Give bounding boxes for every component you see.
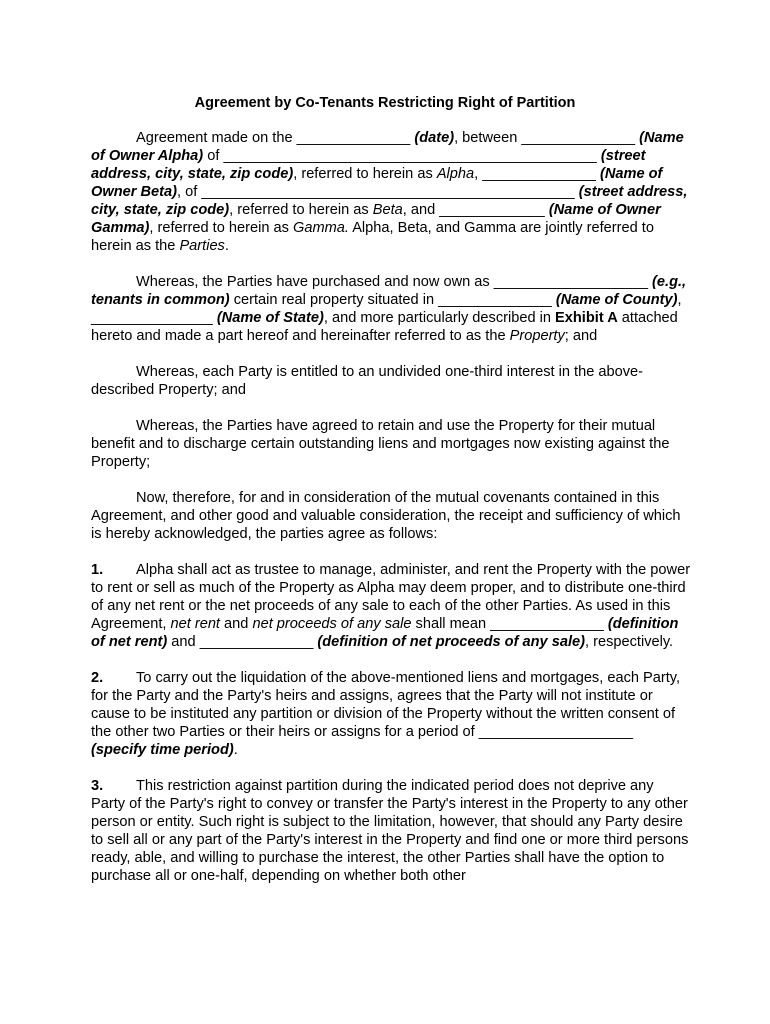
text: and [220, 616, 253, 632]
text: , referred to herein as [229, 202, 373, 218]
text: and [167, 634, 200, 650]
placeholder-tenancy: (e.g., tenants in common) [91, 274, 687, 308]
placeholder-address-alpha: (street address, city, state, zip code) [91, 148, 646, 182]
section-number: 2. [91, 670, 104, 686]
section-2 [91, 669, 691, 759]
term-exhibit-a: Exhibit A [555, 310, 618, 326]
placeholder-owner-beta: (Name of Owner Beta) [91, 166, 663, 200]
section-1 [91, 561, 691, 651]
text: , respectively. [584, 634, 674, 650]
text: ; and [564, 328, 598, 344]
placeholder-address-beta: (street address, city, state, zip code) [91, 184, 688, 218]
placeholder-definition-net-rent: (definition of net rent) [91, 616, 679, 650]
placeholder-definition-net-proceeds: (definition of net proceeds of any sale) [317, 634, 585, 650]
paragraph-whereas-purchase [91, 273, 691, 345]
term-alpha: Alpha [436, 166, 475, 182]
section-3 [91, 777, 691, 885]
term-beta: Beta [372, 202, 403, 218]
term-parties: Parties [179, 238, 225, 254]
section-number: 3. [91, 778, 104, 794]
text: . [224, 238, 229, 254]
blank-line: ______________ [482, 166, 596, 182]
document-title: Agreement by Co-Tenants Restricting Right of Partition [194, 95, 576, 111]
text: Agreement made on the [136, 130, 297, 146]
text: , referred to herein as [149, 220, 293, 236]
text: Whereas, the Parties have purchased and now own as [136, 274, 494, 290]
blank-line: ______________ [438, 292, 552, 308]
text: , and more particularly described in [323, 310, 556, 326]
blank-line: ______________ [521, 130, 636, 146]
text: , of [176, 184, 202, 200]
term-property: Property [509, 328, 565, 344]
text: . [233, 742, 238, 758]
text: This restriction against partition during the indicated period does not deprive any Party of the Party's right to convey or transfer the Party's interest in the Property to any other person or entity. Such right is subject to the limitation, however, that should any Party desire to sell all or any part of the Party's interest in the Property and find one or more third persons ready, able, and willing to purchase the interest, the other Parties shall have the option to purchase all or one-half, depending on whether both other [91, 778, 689, 884]
blank-line: ___________________ [493, 274, 648, 290]
placeholder-owner-alpha: (Name of Owner Alpha) [91, 130, 684, 164]
blank-line: ______________________________________________ [201, 184, 575, 200]
blank-line: _______________ [91, 310, 213, 326]
text: Alpha, Beta, and Gamma are jointly referred to herein as the [91, 220, 654, 254]
text: shall mean [411, 616, 491, 632]
section-number: 1. [91, 562, 104, 578]
paragraph-agreement-parties [91, 129, 691, 255]
text: , and [402, 202, 440, 218]
text: of [203, 148, 224, 164]
blank-line: ______________ [199, 634, 314, 650]
placeholder-state: (Name of State) [216, 310, 324, 326]
paragraph-whereas-retain: Whereas, the Parties have agreed to retain and use the Property for their mutual benefit and to discharge certain outstanding liens and mortgages now existing against the Property; [91, 418, 670, 470]
text: To carry out the liquidation of the above-mentioned liens and mortgages, each Party, for the Party and the Party's heirs and assigns, agrees that the Party will not institute or cause to be instituted any partition or division of the Property without the written consent of the other two Parties or their heirs or assigns for a period of [91, 670, 681, 740]
text: , referred to herein as [293, 166, 437, 182]
placeholder-time-period: (specify time period) [91, 742, 234, 758]
placeholder-date: (date) [414, 130, 455, 146]
text: certain real property situated in [229, 292, 439, 308]
text: , between [454, 130, 522, 146]
document-body [91, 129, 691, 903]
paragraph-whereas-interest: Whereas, each Party is entitled to an undivided one-third interest in the above-described Property; and [91, 364, 644, 398]
blank-line: _____________ [439, 202, 545, 218]
blank-line: ______________________________________________ [223, 148, 597, 164]
blank-line: ______________ [296, 130, 411, 146]
text: attached hereto and made a part hereof and hereinafter referred to as the [91, 310, 678, 344]
blank-line: ___________________ [478, 724, 633, 740]
text: , [677, 292, 682, 308]
blank-line: ______________ [490, 616, 604, 632]
text: Alpha shall act as trustee to manage, administer, and rent the Property with the power to rent or sell as much of the Property as Alpha may deem proper, and to distribute one-third of any net rent or the net proceeds of any sale to each of the other Parties. As used in this Agreement, [91, 562, 691, 632]
text: , [474, 166, 483, 182]
term-net-rent: net rent [170, 616, 220, 632]
placeholder-county: (Name of County) [555, 292, 678, 308]
term-gamma: Gamma. [293, 220, 349, 236]
placeholder-owner-gamma: (Name of Owner Gamma) [91, 202, 661, 236]
paragraph-now-therefore: Now, therefore, for and in consideration of the mutual covenants contained in this Agreement, and other good and valuable consideration, the receipt and sufficiency of which is hereby acknowledged, the parties agree as follows: [91, 490, 681, 542]
term-net-proceeds: net proceeds of any sale [252, 616, 412, 632]
